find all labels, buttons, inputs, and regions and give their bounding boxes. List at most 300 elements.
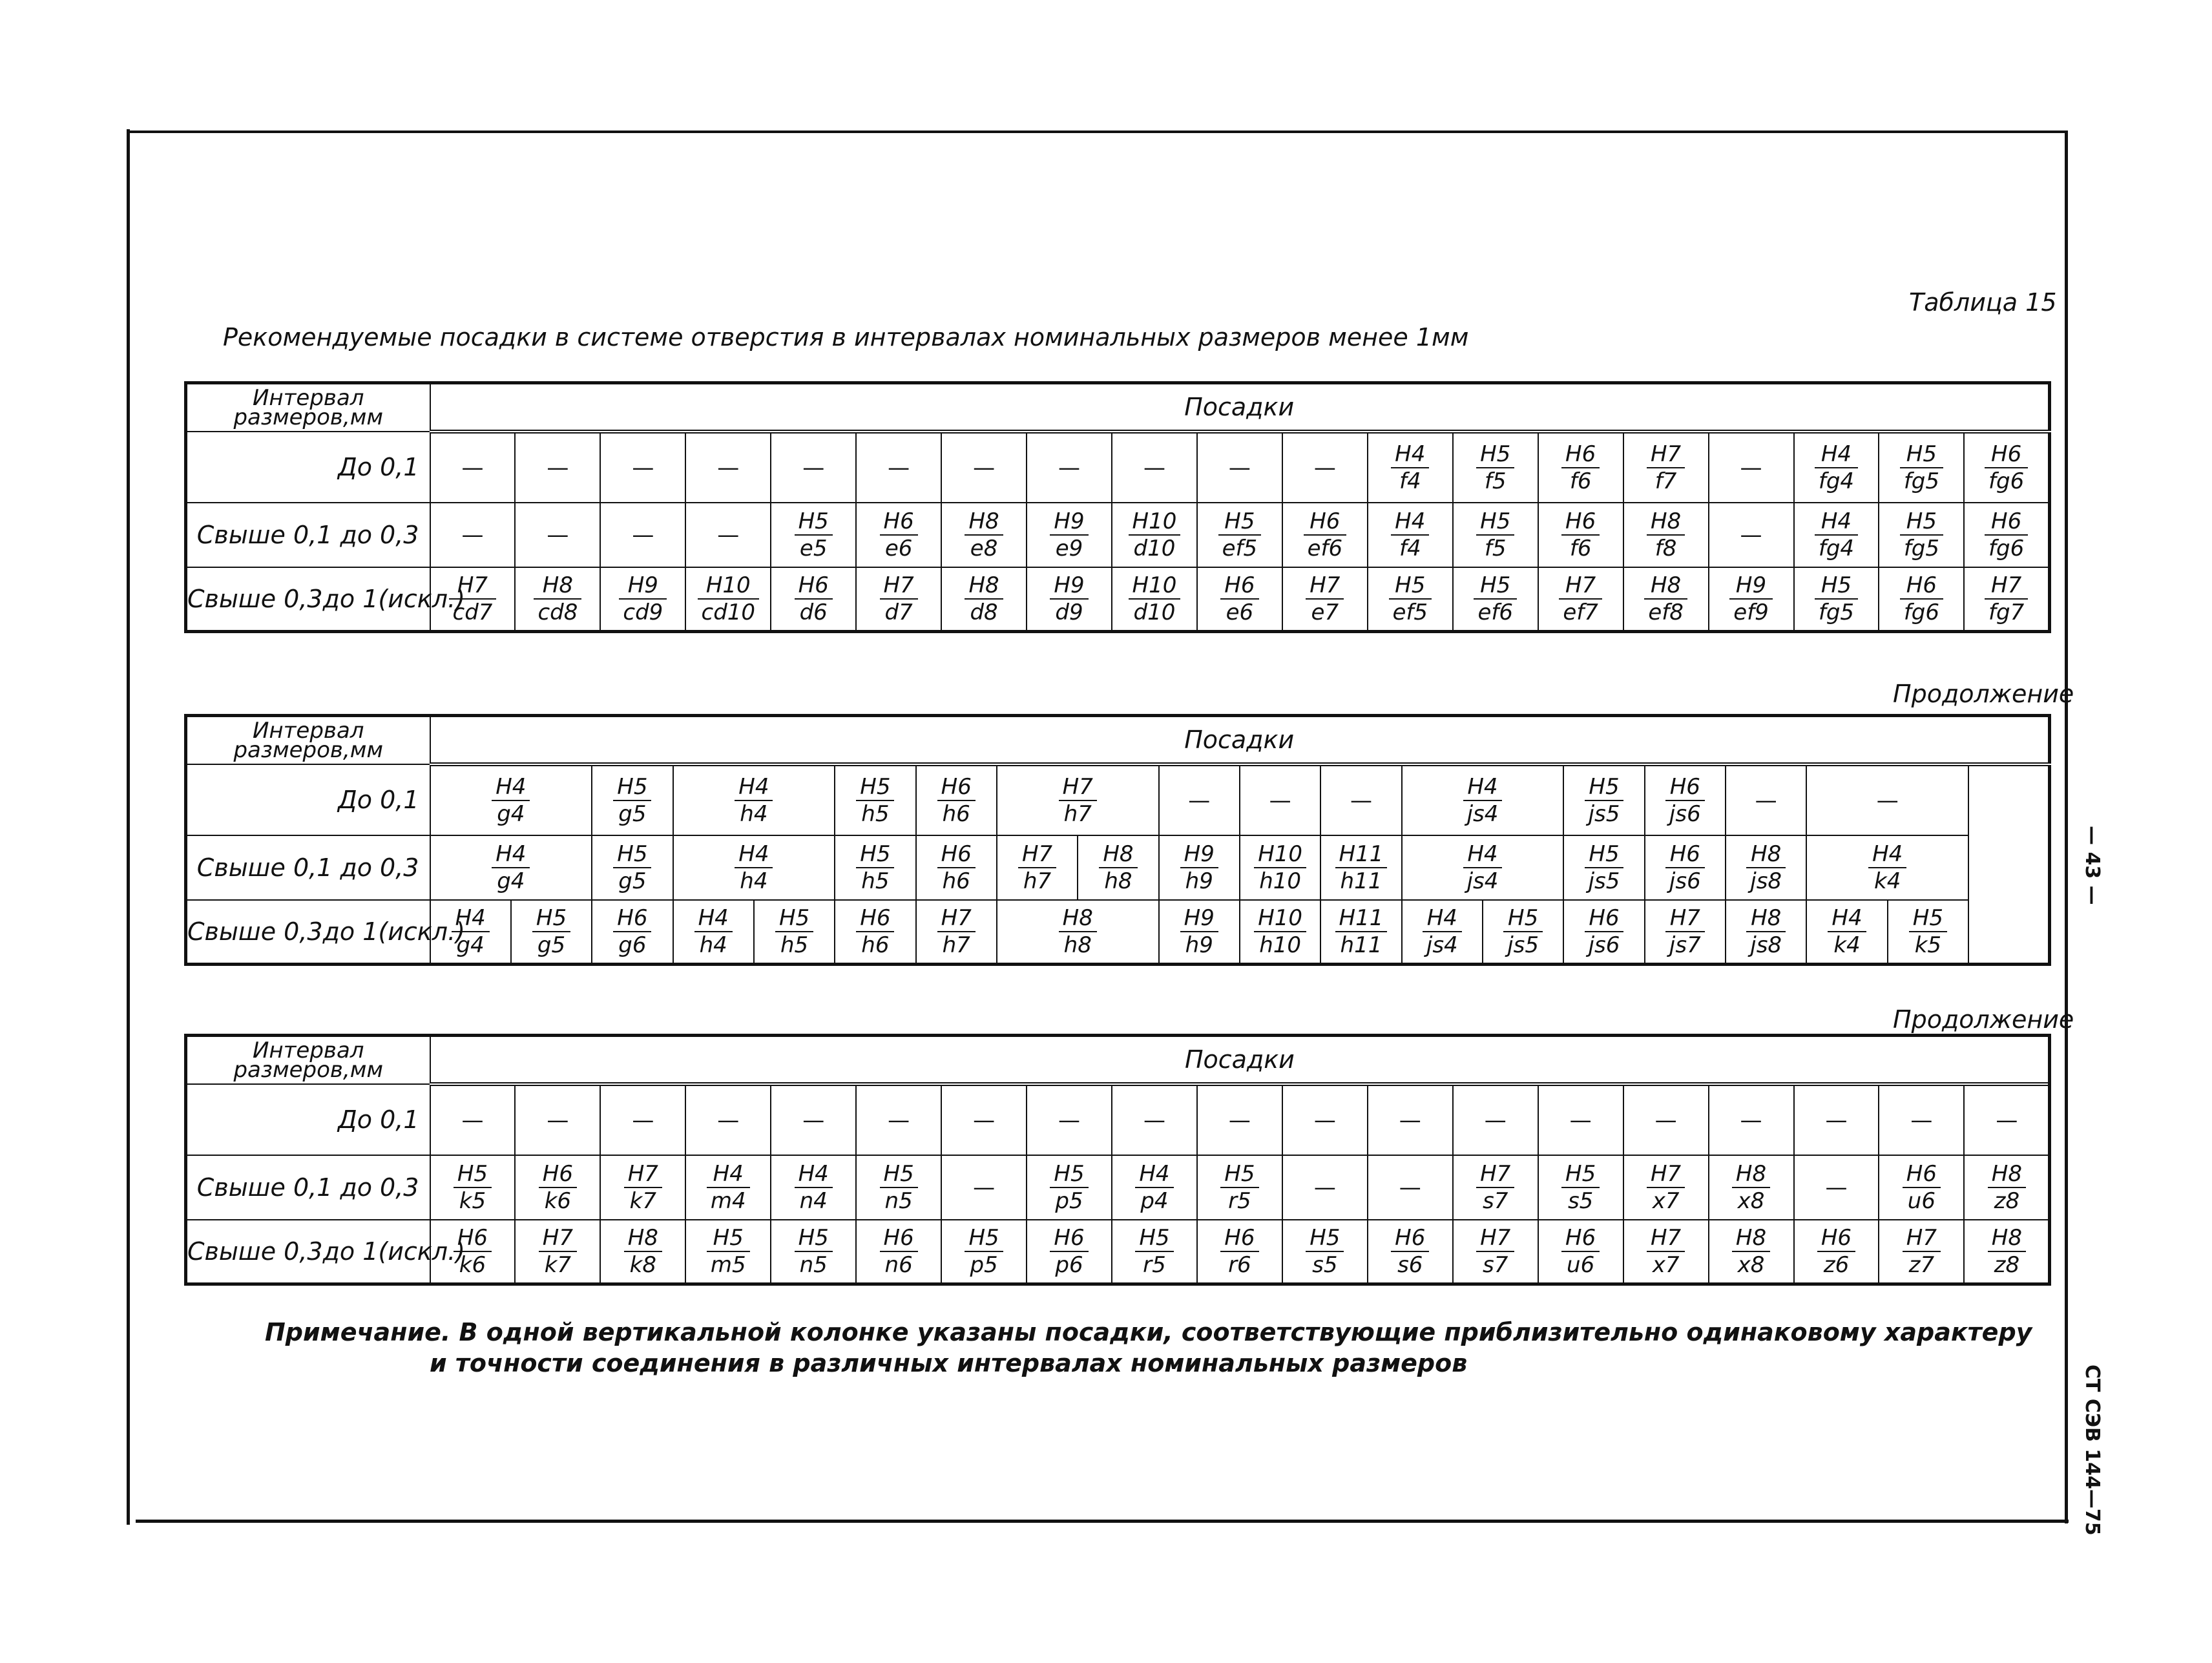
hole-tolerance: H6 xyxy=(1665,841,1705,868)
hole-tolerance: H8 xyxy=(1099,841,1137,868)
shaft-tolerance: g5 xyxy=(618,868,647,894)
shaft-tolerance: h9 xyxy=(1185,932,1213,958)
empty-cell xyxy=(1709,1084,1794,1155)
fit-fraction xyxy=(795,572,833,625)
fit-fraction xyxy=(1050,508,1088,561)
row-interval-label: Свыше 0,3до 1(искл.) xyxy=(186,1220,430,1284)
fit-cell xyxy=(835,835,915,900)
hole-tolerance: H9 xyxy=(619,572,667,600)
empty-cell xyxy=(430,1084,516,1155)
empty-cell xyxy=(1453,1084,1538,1155)
shaft-tolerance: p5 xyxy=(1055,1187,1083,1214)
empty-cell xyxy=(1240,764,1320,835)
hole-tolerance: H7 xyxy=(624,1161,662,1188)
shaft-tolerance: js6 xyxy=(1669,868,1701,894)
hole-tolerance: H5 xyxy=(856,841,894,868)
hole-tolerance: H8 xyxy=(1746,905,1786,932)
fit-fraction xyxy=(613,905,651,958)
fit-cell xyxy=(515,1220,600,1284)
hole-tolerance: H9 xyxy=(1050,508,1088,536)
fit-cell xyxy=(1726,900,1806,965)
hole-tolerance: H7 xyxy=(1476,1225,1514,1252)
fit-fraction xyxy=(1647,1225,1685,1278)
fit-fraction xyxy=(1665,841,1705,894)
hole-tolerance: H5 xyxy=(1476,441,1514,468)
shaft-tolerance: fg5 xyxy=(1903,535,1939,561)
interval-header: Интервал размеров,мм xyxy=(186,716,430,764)
hole-tolerance: H8 xyxy=(1732,1225,1770,1252)
shaft-tolerance: js4 xyxy=(1466,868,1499,894)
fit-cell xyxy=(1027,567,1112,632)
shaft-tolerance: ef7 xyxy=(1563,599,1598,625)
fit-cell xyxy=(1563,900,1644,965)
fit-cell xyxy=(754,900,835,965)
fit-fraction xyxy=(965,508,1003,561)
empty-cell xyxy=(1794,1155,1879,1220)
fit-fraction xyxy=(880,572,918,625)
empty-cell xyxy=(1112,1084,1197,1155)
row-interval-label: Свыше 0,3до 1(искл.) xyxy=(186,567,430,632)
fit-cell xyxy=(1027,1220,1112,1284)
shaft-tolerance: g5 xyxy=(537,932,566,958)
shaft-tolerance: n4 xyxy=(799,1187,828,1214)
hole-tolerance: H7 xyxy=(1985,572,2028,600)
empty-cell xyxy=(1368,1084,1453,1155)
fit-fraction xyxy=(1180,905,1218,958)
fit-fraction xyxy=(775,905,813,958)
hole-tolerance: H5 xyxy=(1389,572,1432,600)
fit-cell xyxy=(1623,567,1709,632)
shaft-tolerance: h6 xyxy=(942,868,970,894)
hole-tolerance: H8 xyxy=(1059,905,1097,932)
continuation-label-1: Продолжение xyxy=(1893,680,2074,708)
hole-tolerance: H6 xyxy=(937,841,976,868)
shaft-tolerance: m5 xyxy=(710,1251,746,1278)
shaft-tolerance: js6 xyxy=(1669,800,1701,827)
hole-tolerance: H4 xyxy=(1828,905,1866,932)
hole-tolerance: H6 xyxy=(880,508,918,536)
interval-header: Интервал размеров,мм xyxy=(186,1036,430,1084)
fit-fraction xyxy=(795,1225,833,1278)
shaft-tolerance: s6 xyxy=(1397,1251,1423,1278)
row-interval-label: Свыше 0,1 до 0,3 xyxy=(186,503,430,567)
shaft-tolerance: d10 xyxy=(1133,535,1176,561)
fit-fraction xyxy=(1561,441,1600,494)
fit-fraction xyxy=(1050,572,1088,625)
hole-tolerance: H4 xyxy=(735,841,773,868)
fit-fraction xyxy=(1476,441,1514,494)
row-interval-label: До 0,1 xyxy=(186,1084,430,1155)
fit-cell xyxy=(1726,835,1806,900)
hole-tolerance: H4 xyxy=(1463,841,1503,868)
table-row xyxy=(186,764,2050,835)
shaft-tolerance: z8 xyxy=(1994,1187,2020,1214)
fit-fraction xyxy=(1463,841,1503,894)
fits-table-2 xyxy=(184,714,2051,966)
hole-tolerance: H5 xyxy=(1585,841,1624,868)
hole-tolerance: H5 xyxy=(613,774,651,801)
hole-tolerance: H5 xyxy=(1220,1161,1258,1188)
frame-right-rule xyxy=(2065,131,2068,1523)
hole-tolerance: H5 xyxy=(880,1161,918,1188)
fit-cell xyxy=(835,764,915,835)
hole-tolerance: H5 xyxy=(1900,441,1943,468)
note-line-2: и точности соединения в различных интервалах номинальных размеров xyxy=(430,1349,1468,1377)
hole-tolerance: H6 xyxy=(1561,1225,1600,1252)
fit-cell xyxy=(685,567,771,632)
shaft-tolerance: f5 xyxy=(1484,535,1507,561)
fit-fraction xyxy=(1985,441,2028,494)
fit-cell xyxy=(1623,1155,1709,1220)
fit-fraction xyxy=(1585,905,1624,958)
fit-cell xyxy=(1112,1220,1197,1284)
hole-tolerance: H6 xyxy=(1585,905,1624,932)
fit-fraction xyxy=(1059,905,1097,958)
hole-tolerance: H10 xyxy=(1129,508,1181,536)
fit-cell xyxy=(1964,1220,2049,1284)
table-number: Таблица 15 xyxy=(1909,288,2057,317)
shaft-tolerance: g4 xyxy=(497,868,525,894)
hole-tolerance: H8 xyxy=(1988,1161,2026,1188)
hole-tolerance: H5 xyxy=(1218,508,1262,536)
fit-cell xyxy=(1240,835,1320,900)
fit-cell xyxy=(1794,432,1879,503)
fit-cell xyxy=(1112,1155,1197,1220)
fit-fraction xyxy=(937,841,976,894)
shaft-tolerance: h6 xyxy=(942,800,970,827)
fit-cell xyxy=(592,835,673,900)
fit-fraction xyxy=(1585,774,1624,827)
hole-tolerance: H5 xyxy=(1900,508,1943,536)
fit-fraction xyxy=(1220,572,1258,625)
shaft-tolerance: k8 xyxy=(629,1251,656,1278)
frame-left-rule xyxy=(127,129,130,1525)
fit-cell xyxy=(1453,567,1538,632)
page-number: — 43 — xyxy=(2081,826,2103,905)
hole-tolerance: H5 xyxy=(795,508,833,536)
fit-fraction xyxy=(613,841,651,894)
shaft-tolerance: js5 xyxy=(1588,800,1620,827)
fit-fraction xyxy=(880,508,918,561)
fit-fraction xyxy=(1306,572,1344,625)
fit-cell xyxy=(1402,764,1564,835)
fit-cell xyxy=(771,1220,856,1284)
hole-tolerance: H6 xyxy=(1817,1225,1855,1252)
hole-tolerance: H4 xyxy=(1135,1161,1173,1188)
shaft-tolerance: g4 xyxy=(456,932,485,958)
fit-cell xyxy=(916,835,997,900)
fit-cell xyxy=(1645,900,1726,965)
hole-tolerance: H8 xyxy=(965,572,1003,600)
hole-tolerance: H6 xyxy=(1304,508,1347,536)
shaft-tolerance: n5 xyxy=(884,1187,913,1214)
fit-fraction xyxy=(1220,1161,1258,1214)
shaft-tolerance: s5 xyxy=(1312,1251,1338,1278)
fit-cell xyxy=(835,900,915,965)
fit-cell xyxy=(1709,567,1794,632)
fit-cell xyxy=(1402,835,1564,900)
shaft-tolerance: fg6 xyxy=(1988,468,2025,494)
fit-cell xyxy=(1563,835,1644,900)
fit-cell xyxy=(1623,432,1709,503)
shaft-tolerance: js4 xyxy=(1426,932,1458,958)
shaft-tolerance: ef6 xyxy=(1307,535,1343,561)
empty-cell xyxy=(1709,432,1794,503)
shaft-tolerance: s5 xyxy=(1567,1187,1594,1214)
empty-cell xyxy=(1806,764,1968,835)
fit-fraction xyxy=(1729,572,1773,625)
shaft-tolerance: k6 xyxy=(544,1187,572,1214)
shaft-tolerance: r5 xyxy=(1143,1251,1166,1278)
fit-cell xyxy=(1159,835,1240,900)
hole-tolerance: H8 xyxy=(534,572,581,600)
fit-fraction xyxy=(1463,774,1503,827)
fit-fraction xyxy=(1561,1225,1600,1278)
empty-cell xyxy=(1282,1084,1368,1155)
shaft-tolerance: js7 xyxy=(1669,932,1701,958)
shaft-tolerance: js4 xyxy=(1466,800,1499,827)
shaft-tolerance: k4 xyxy=(1874,868,1901,894)
hole-tolerance: H6 xyxy=(1220,1225,1258,1252)
shaft-tolerance: k5 xyxy=(459,1187,486,1214)
hole-tolerance: H4 xyxy=(1868,841,1906,868)
hole-tolerance: H8 xyxy=(1988,1225,2026,1252)
fit-fraction xyxy=(1815,572,1858,625)
fit-cell xyxy=(941,1220,1027,1284)
fit-cell xyxy=(1538,567,1623,632)
hole-tolerance: H6 xyxy=(613,905,651,932)
hole-tolerance: H5 xyxy=(707,1225,750,1252)
shaft-tolerance: h7 xyxy=(1023,868,1052,894)
fit-fraction xyxy=(1732,1225,1770,1278)
hole-tolerance: H5 xyxy=(795,1225,833,1252)
hole-tolerance: H5 xyxy=(1306,1225,1344,1252)
shaft-tolerance: k4 xyxy=(1833,932,1861,958)
empty-cell xyxy=(515,503,600,567)
interval-header: Интервал размеров,мм xyxy=(186,383,430,432)
table-row xyxy=(186,1084,2050,1155)
frame-top-rule xyxy=(127,131,2067,133)
fit-cell xyxy=(1806,900,1887,965)
fit-fraction xyxy=(1218,508,1262,561)
fit-cell xyxy=(1453,503,1538,567)
fit-cell xyxy=(1197,567,1282,632)
fit-fraction xyxy=(707,1225,750,1278)
shaft-tolerance: ef5 xyxy=(1392,599,1428,625)
fit-cell xyxy=(515,567,600,632)
hole-tolerance: H6 xyxy=(1561,441,1600,468)
fit-cell xyxy=(771,503,856,567)
fit-cell xyxy=(856,503,941,567)
hole-tolerance: H4 xyxy=(707,1161,750,1188)
fit-cell xyxy=(1964,567,2049,632)
fit-cell xyxy=(856,567,941,632)
row-interval-label: Свыше 0,1 до 0,3 xyxy=(186,835,430,900)
row-interval-label: До 0,1 xyxy=(186,764,430,835)
fit-cell xyxy=(1197,503,1282,567)
fit-cell xyxy=(1879,1220,1964,1284)
shaft-tolerance: fg5 xyxy=(1818,599,1855,625)
fit-fraction xyxy=(1665,905,1705,958)
fit-fraction xyxy=(856,905,894,958)
hole-tolerance: H7 xyxy=(1903,1225,1941,1252)
empty-cell xyxy=(1027,1084,1112,1155)
empty-cell xyxy=(430,503,516,567)
shaft-tolerance: r5 xyxy=(1228,1187,1251,1214)
hole-tolerance: H5 xyxy=(1909,905,1947,932)
empty-cell xyxy=(1197,432,1282,503)
fit-fraction xyxy=(624,1161,662,1214)
shaft-tolerance: ef8 xyxy=(1648,599,1684,625)
fits-header: Посадки xyxy=(430,383,2050,432)
hole-tolerance: H11 xyxy=(1335,905,1388,932)
fit-cell xyxy=(1402,900,1483,965)
shaft-tolerance: f4 xyxy=(1399,468,1421,494)
hole-tolerance: H5 xyxy=(613,841,651,868)
hole-tolerance: H6 xyxy=(454,1225,492,1252)
fit-fraction xyxy=(1988,1225,2026,1278)
hole-tolerance: H5 xyxy=(856,774,894,801)
shaft-tolerance: f7 xyxy=(1654,468,1677,494)
shaft-tolerance: g5 xyxy=(618,800,647,827)
empty-cell xyxy=(856,1084,941,1155)
fit-fraction xyxy=(613,774,651,827)
hole-tolerance: H5 xyxy=(965,1225,1003,1252)
hole-tolerance: H5 xyxy=(1050,1161,1088,1188)
fit-fraction xyxy=(1985,508,2028,561)
fit-fraction xyxy=(1647,1161,1685,1214)
shaft-tolerance: h4 xyxy=(699,932,727,958)
fit-cell xyxy=(1879,567,1964,632)
fit-cell xyxy=(1320,900,1401,965)
hole-tolerance: H7 xyxy=(1665,905,1705,932)
empty-cell xyxy=(771,1084,856,1155)
fit-fraction xyxy=(454,1225,492,1278)
empty-cell xyxy=(1282,432,1368,503)
hole-tolerance: H6 xyxy=(1985,441,2028,468)
hole-tolerance: H8 xyxy=(1732,1161,1770,1188)
fit-cell xyxy=(1879,432,1964,503)
fit-cell xyxy=(856,1155,941,1220)
shaft-tolerance: h4 xyxy=(740,868,768,894)
shaft-tolerance: fg4 xyxy=(1818,468,1855,494)
fit-fraction xyxy=(532,905,570,958)
fit-fraction xyxy=(1903,1225,1941,1278)
empty-cell xyxy=(1197,1084,1282,1155)
empty-cell xyxy=(1538,1084,1623,1155)
fit-cell xyxy=(1282,567,1368,632)
shaft-tolerance: z6 xyxy=(1823,1251,1850,1278)
hole-tolerance: H6 xyxy=(937,774,976,801)
hole-tolerance: H10 xyxy=(1254,841,1306,868)
shaft-tolerance: cd10 xyxy=(701,599,756,625)
fit-fraction xyxy=(1503,905,1543,958)
fit-fraction xyxy=(735,774,773,827)
fit-fraction xyxy=(1476,1225,1514,1278)
fit-fraction xyxy=(856,841,894,894)
note-line-1: Примечание. В одной вертикальной колонке указаны посадки, соответствующие приблизительно одинаковому характеру xyxy=(265,1318,2032,1346)
fit-fraction xyxy=(1828,905,1866,958)
hole-tolerance: H8 xyxy=(624,1225,662,1252)
hole-tolerance: H7 xyxy=(880,572,918,600)
fit-fraction xyxy=(1732,1161,1770,1214)
fit-fraction xyxy=(1474,572,1517,625)
shaft-tolerance: s7 xyxy=(1483,1251,1508,1278)
hole-tolerance: H7 xyxy=(1647,1225,1685,1252)
fit-fraction xyxy=(1900,441,1943,494)
shaft-tolerance: u6 xyxy=(1907,1187,1936,1214)
hole-tolerance: H5 xyxy=(1561,1161,1600,1188)
fit-fraction xyxy=(1647,508,1685,561)
fit-fraction xyxy=(1306,1225,1344,1278)
empty-cell xyxy=(685,432,771,503)
fit-cell xyxy=(1078,835,1158,900)
fit-cell xyxy=(771,567,856,632)
fit-cell xyxy=(673,764,835,835)
fit-fraction xyxy=(795,1161,833,1214)
fit-fraction xyxy=(698,572,760,625)
fit-cell xyxy=(1368,503,1453,567)
fit-cell xyxy=(1623,1220,1709,1284)
fit-fraction xyxy=(1746,841,1786,894)
table-row xyxy=(186,432,2050,503)
hole-tolerance: H9 xyxy=(1180,841,1218,868)
fit-fraction xyxy=(492,774,530,827)
shaft-tolerance: js5 xyxy=(1588,868,1620,894)
empty-cell xyxy=(685,503,771,567)
table-row xyxy=(186,835,2050,900)
shaft-tolerance: h8 xyxy=(1104,868,1132,894)
fit-cell xyxy=(1888,900,1968,965)
fit-fraction xyxy=(880,1161,918,1214)
empty-cell xyxy=(856,432,941,503)
shaft-tolerance: x8 xyxy=(1737,1251,1765,1278)
shaft-tolerance: h7 xyxy=(1063,800,1092,827)
fit-fraction xyxy=(1985,572,2028,625)
shaft-tolerance: h5 xyxy=(861,868,890,894)
empty-cell xyxy=(1027,432,1112,503)
row-interval-label: Свыше 0,1 до 0,3 xyxy=(186,1155,430,1220)
shaft-tolerance: cd7 xyxy=(452,599,493,625)
hole-tolerance: H4 xyxy=(735,774,773,801)
fit-fraction xyxy=(454,1161,492,1214)
fit-cell xyxy=(1794,567,1879,632)
fit-cell xyxy=(1709,1220,1794,1284)
fit-cell xyxy=(997,835,1078,900)
empty-cell xyxy=(1159,764,1240,835)
shaft-tolerance: r6 xyxy=(1228,1251,1251,1278)
hole-tolerance: H7 xyxy=(449,572,497,600)
fit-cell xyxy=(1368,567,1453,632)
empty-cell xyxy=(941,1155,1027,1220)
shaft-tolerance: f8 xyxy=(1654,535,1677,561)
fit-cell xyxy=(1964,503,2049,567)
standard-code: СТ СЭВ 144—75 xyxy=(2081,1365,2103,1536)
shaft-tolerance: js8 xyxy=(1750,932,1782,958)
fit-cell xyxy=(1112,567,1197,632)
fit-fraction xyxy=(1900,508,1943,561)
hole-tolerance: H4 xyxy=(795,1161,833,1188)
fit-cell xyxy=(1453,1155,1538,1220)
hole-tolerance: H6 xyxy=(1903,1161,1941,1188)
empty-cell xyxy=(941,432,1027,503)
shaft-tolerance: h9 xyxy=(1185,868,1213,894)
shaft-tolerance: h10 xyxy=(1259,932,1302,958)
empty-cell xyxy=(1709,503,1794,567)
fit-fraction xyxy=(1561,508,1600,561)
fit-fraction xyxy=(707,1161,750,1214)
shaft-tolerance: cd9 xyxy=(623,599,663,625)
